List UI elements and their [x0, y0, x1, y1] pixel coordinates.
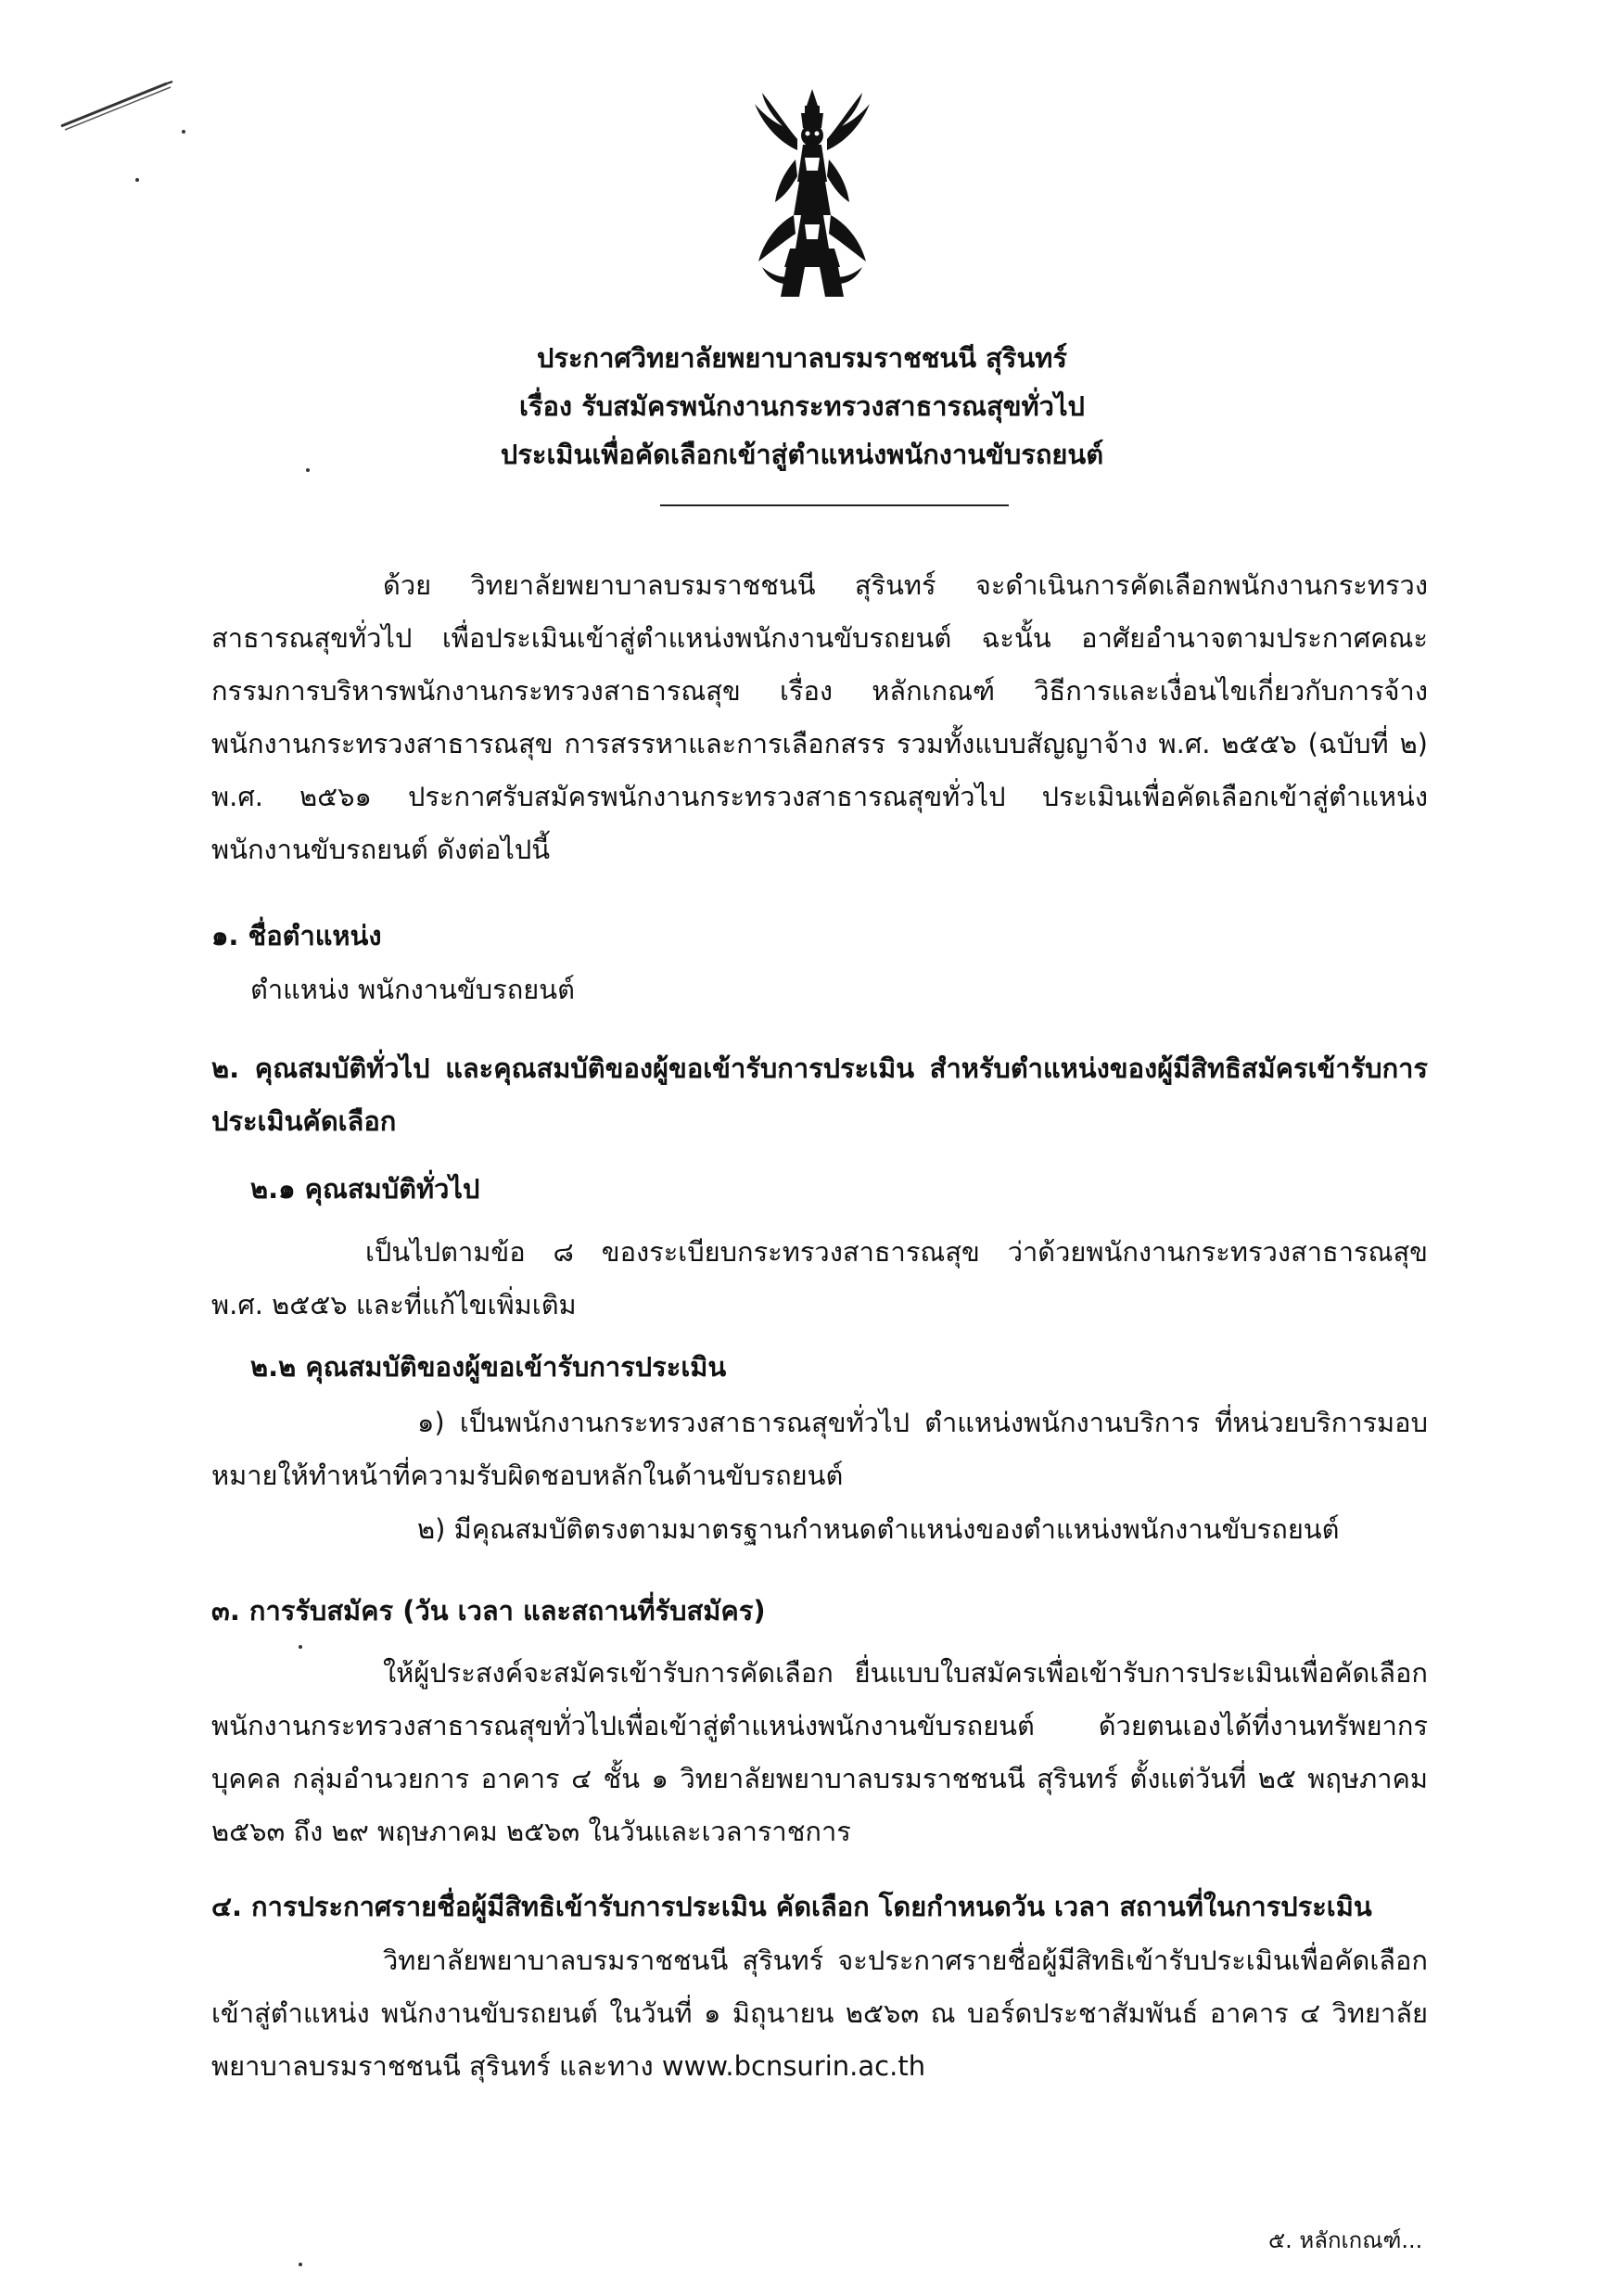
header-divider: [660, 504, 1009, 506]
section-2-2-heading: ๒.๒ คุณสมบัติของผู้ขอเข้ารับการประเมิน: [250, 1351, 727, 1383]
section-3-heading: ๓. การรับสมัคร (วัน เวลา และสถานที่รับสมัคร): [211, 1595, 766, 1626]
section-2-1-body: เป็นไปตามข้อ ๘ ของระเบียบกระทรวงสาธารณสุข ว่าด้วยพนักงานกระทรวงสาธารณสุข พ.ศ. ๒๕๕๖ และที่แก้ไขเพิ่มเติม: [211, 1236, 1428, 1320]
section-3-body: ให้ผู้ประสงค์จะสมัครเข้ารับการคัดเลือก ยื่นแบบใบสมัครเพื่อเข้ารับการประเมินเพื่อคัดเลือกพนักงานกระทรวงสาธารณสุขทั่วไปเพื่อเข้าสู่ตำแหน่งพนักงานขับรถยนต์ ด้วยตนเองได้ที่งานทรัพยากรบุคคล กลุ่มอำนวยการ อาคาร ๔ ชั้น ๑ วิทยาลัยพยาบาลบรมราชชนนี สุรินทร์ ตั้งแต่วันที่ ๒๕ พฤษภาคม ๒๕๖๓ ถึง ๒๙ พฤษภาคม ๒๕๖๓ ในวันและเวลาราชการ: [211, 1657, 1428, 1847]
section-1-heading: ๑. ชื่อตำแหน่ง: [211, 920, 382, 951]
section-2-2-item-1: ๑) เป็นพนักงานกระทรวงสาธารณสุขทั่วไป ตำแหน่งพนักงานบริการ ที่หน่วยบริการมอบหมายให้ทำหน้าที่ความรับผิดชอบหลักในด้านขับรถยนต์: [211, 1407, 1428, 1491]
announcement-title: ประกาศวิทยาลัยพยาบาลบรมราชชนนี สุรินทร์: [537, 342, 1067, 374]
section-2-1-heading: ๒.๑ คุณสมบัติทั่วไป: [250, 1173, 480, 1205]
section-2-2-item-2: ๒) มีคุณสมบัติตรงตามมาตรฐานกำหนดตำแหน่งของตำแหน่งพนักงานขับรถยนต์: [417, 1513, 1340, 1545]
pen-mark: [57, 78, 178, 134]
section-4-body: วิทยาลัยพยาบาลบรมราชชนนี สุรินทร์ จะประกาศรายชื่อผู้มีสิทธิเข้ารับประเมินเพื่อคัดเลือกเข้าสู่ตำแหน่ง พนักงานขับรถยนต์ ในวันที่ ๑ มิถุนายน ๒๕๖๓ ณ บอร์ดประชาสัมพันธ์ อาคาร ๔ วิทยาลัยพยาบาลบรมราชชนนี สุรินทร์ และทาง www.bcnsurin.ac.th: [211, 1945, 1428, 2082]
section-2-heading: ๒. คุณสมบัติทั่วไป และคุณสมบัติของผู้ขอเข้ารับการประเมิน สำหรับตำแหน่งของผู้มีสิทธิสมัครเข้ารับการประเมินคัดเลือก: [211, 1052, 1428, 1137]
announcement-subject-cont: ประเมินเพื่อคัดเลือกเข้าสู่ตำแหน่งพนักงานขับรถยนต์: [500, 439, 1104, 470]
speck: [182, 130, 185, 134]
next-page-marker: ๕. หลักเกณฑ์...: [1268, 2227, 1423, 2253]
section-1-body: ตำแหน่ง พนักงานขับรถยนต์: [250, 974, 575, 1005]
speck: [299, 2263, 302, 2266]
garuda-emblem: [749, 85, 875, 300]
speck: [135, 178, 139, 182]
section-4-heading: ๔. การประกาศรายชื่อผู้มีสิทธิเข้ารับการประเมิน คัดเลือก โดยกำหนดวัน เวลา สถานที่ในการประเมิน: [211, 1891, 1372, 1922]
announcement-subject: เรื่อง รับสมัครพนักงานกระทรวงสาธารณสุขทั่วไป: [519, 390, 1085, 422]
intro-paragraph: ด้วย วิทยาลัยพยาบาลบรมราชชนนี สุรินทร์ จะดำเนินการคัดเลือกพนักงานกระทรวงสาธารณสุขทั่วไป เพื่อประเมินเข้าสู่ตำแหน่งพนักงานขับรถยนต์ ฉะนั้น อาศัยอำนาจตามประกาศคณะกรรมการบริหารพนักงานกระทรวงสาธารณสุข เรื่อง หลักเกณฑ์ วิธีการและเงื่อนไขเกี่ยวกับการจ้างพนักงานกระทรวงสาธารณสุข การสรรหาและการเลือกสรร รวมทั้งแบบสัญญาจ้าง พ.ศ. ๒๕๕๖ (ฉบับที่ ๒) พ.ศ. ๒๕๖๑ ประกาศรับสมัครพนักงานกระทรวงสาธารณสุขทั่วไป ประเมินเพื่อคัดเลือกเข้าสู่ตำแหน่งพนักงานขับรถยนต์ ดังต่อไปนี้: [211, 569, 1428, 865]
